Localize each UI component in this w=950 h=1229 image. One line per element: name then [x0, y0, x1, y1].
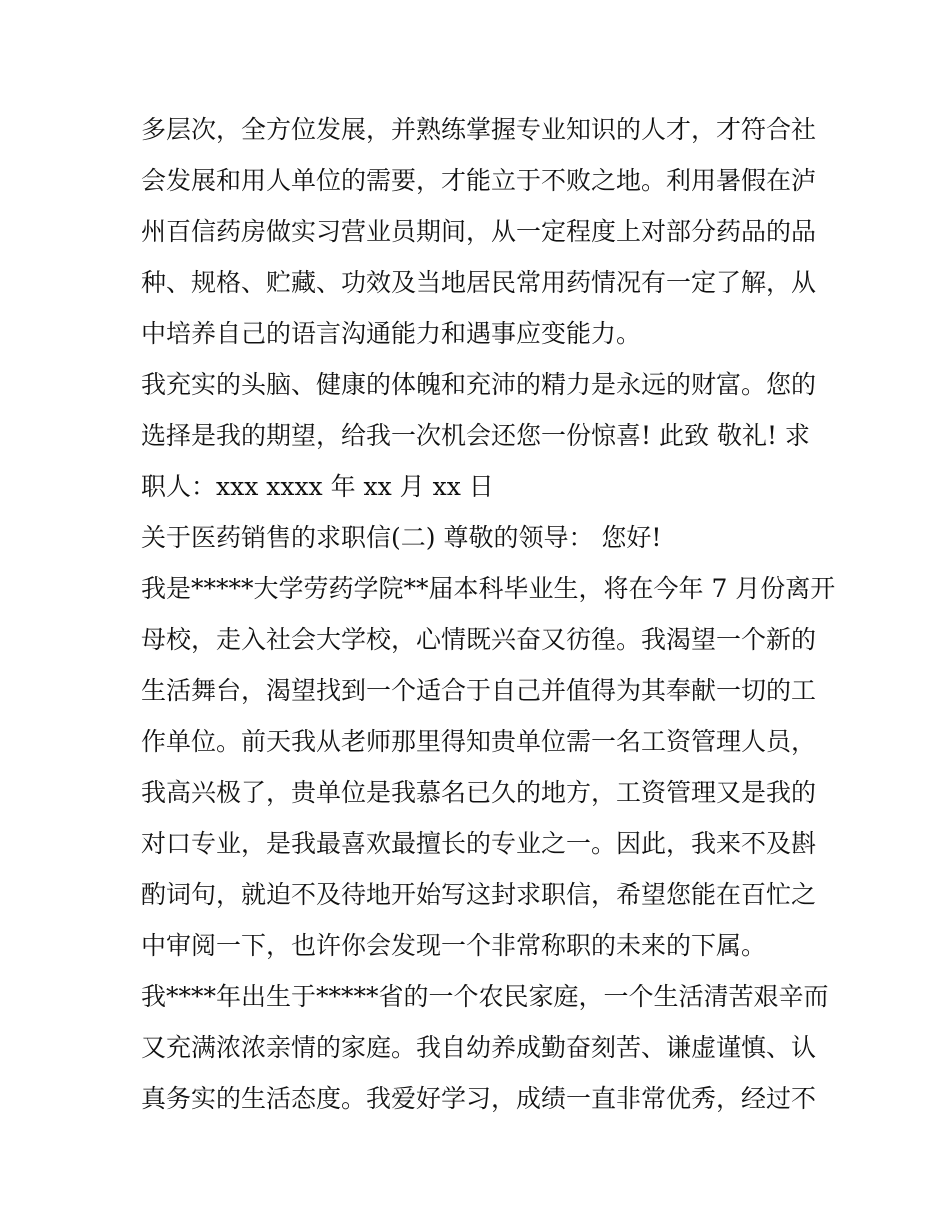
text-line: 我是*****大学劳药学院**届本科毕业生，将在今年 7 月份离开 — [141, 574, 836, 603]
text-line: 生活舞台，渴望找到一个适合于自己并值得为其奉献一切的工 — [141, 676, 817, 705]
text-line: 职人：xxx xxxx 年 xx 月 xx 日 — [141, 472, 494, 501]
text-line: 酌词句，就迫不及待地开始写这封求职信，希望您能在百忙之 — [141, 880, 817, 909]
text-line: 母校，走入社会大学校，心情既兴奋又彷徨。我渴望一个新的 — [141, 625, 817, 654]
text-line: 对口专业，是我最喜欢最擅长的专业之一。因此，我来不及斟 — [141, 829, 817, 858]
text-line: 州百信药房做实习营业员期间，从一定程度上对部分药品的品 — [141, 217, 817, 246]
text-line: 我充实的头脑、健康的体魄和充沛的精力是永远的财富。您的 — [141, 370, 817, 399]
section-heading-line: 关于医药销售的求职信(二) 尊敬的领导： 您好! — [141, 523, 662, 552]
text-line: 会发展和用人单位的需要，才能立于不败之地。利用暑假在泸 — [141, 166, 817, 195]
text-line: 真务实的生活态度。我爱好学习，成绩一直非常优秀，经过不 — [141, 1084, 817, 1113]
document-body — [141, 104, 836, 1124]
text-line: 选择是我的期望，给我一次机会还您一份惊喜! 此致 敬礼! 求 — [141, 421, 810, 450]
text-line: 我高兴极了，贵单位是我慕名已久的地方，工资管理又是我的 — [141, 778, 817, 807]
text-line: 作单位。前天我从老师那里得知贵单位需一名工资管理人员， — [141, 727, 817, 756]
text-line: 我****年出生于*****省的一个农民家庭，一个生活清苦艰辛而 — [141, 982, 829, 1011]
text-line: 中审阅一下，也许你会发现一个非常称职的未来的下属。 — [141, 931, 767, 960]
text-line: 又充满浓浓亲情的家庭。我自幼养成勤奋刻苦、谦虚谨慎、认 — [141, 1033, 817, 1062]
text-line: 中培养自己的语言沟通能力和遇事应变能力。 — [141, 319, 642, 348]
text-line: 多层次，全方位发展，并熟练掌握专业知识的人才，才符合社 — [141, 115, 817, 144]
text-line: 种、规格、贮藏、功效及当地居民常用药情况有一定了解，从 — [141, 268, 817, 297]
